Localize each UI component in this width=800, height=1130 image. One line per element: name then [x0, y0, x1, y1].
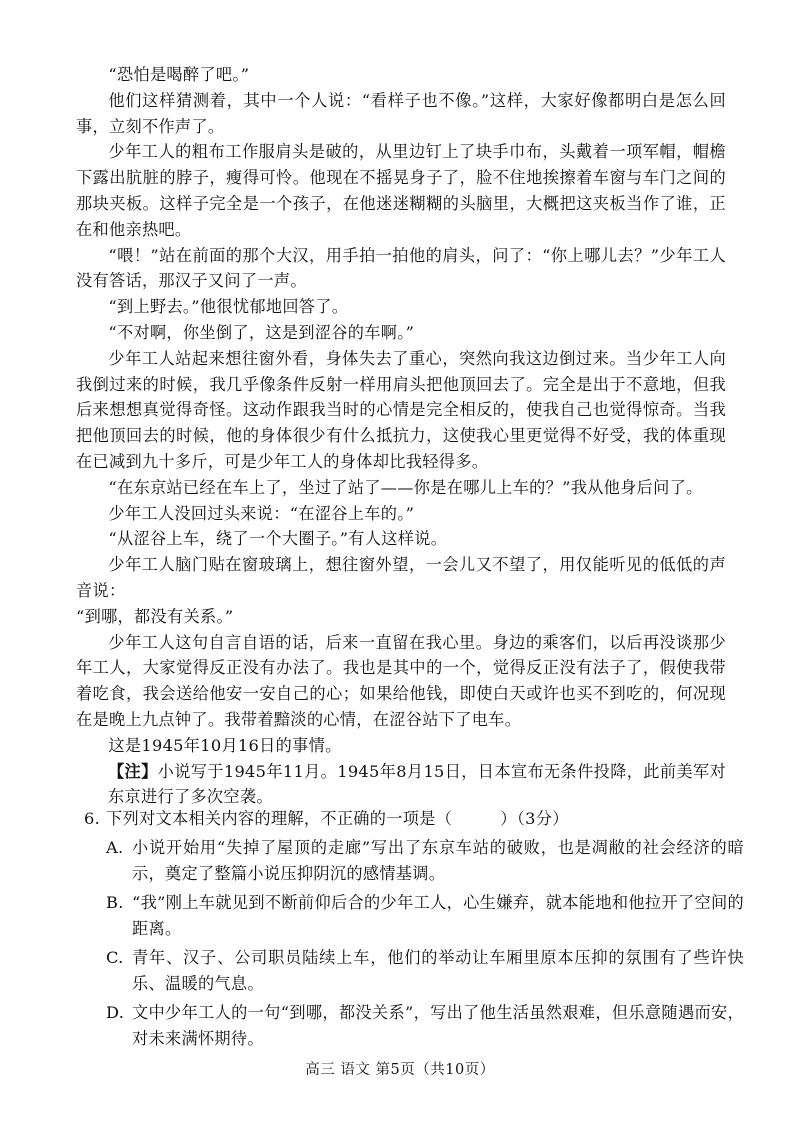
story-passage [76, 62, 726, 810]
option-letter: D. [106, 1003, 125, 1022]
paragraph-4: “喂！”站在前面的那个大汉，用手拍一拍他的肩头，问了：“你上哪儿去？”少年工人没有答话，那汉子又问了一声。 [76, 245, 726, 291]
note-tag: 【注】 [108, 761, 158, 781]
paragraph-13: 少年工人这句自言自语的话，后来一直留在我心里。身边的乘客们，以后再没谈那少年工人，大家觉得反正没有办法了。我也是其中的一个，觉得反正没有法子了，假使我带着吃食，我会送给他安一安自己的心；如果给他钱，即使白天或许也买不到吃的，何况现在是晚上九点钟了。我带着黯淡的心情，在涩谷站下了电车。 [76, 632, 726, 729]
stem-text-a: 下列对文本相关内容的理解，不正确的一项是（ [106, 809, 453, 828]
option-text: 文中少年工人的一句“到哪，都没关系”，写出了他生活虽然艰难，但乐意随遇而安，对未来满怀期待。 [132, 1003, 744, 1048]
page-footer: 高三 语文 第5页（共10页） [305, 1062, 495, 1078]
option-letter: C. [106, 948, 124, 967]
paragraph-9: 少年工人没回过头来说：“在涩谷上车的。” [108, 503, 415, 523]
option-text: 青年、汉子、公司职员陆续上车，他们的举动让车厢里原本压抑的氛围有了些许快乐、温暖的气息。 [132, 948, 744, 993]
paragraph-12: “到哪，都没有关系。” [76, 606, 234, 626]
option-letter: A. [106, 838, 124, 857]
paragraph-2: 他们这样猜测着，其中一个人说：“看样子也不像。”这样，大家好像都明白是怎么回事，立刻不作声了。 [76, 90, 726, 136]
paragraph-7: 少年工人站起来想往窗外看，身体失去了重心，突然向我这边倒过来。当少年工人向我倒过来的时候，我几乎像条件反射一样用肩头把他顶回去了。完全是出于不意地，但我后来想想真觉得奇怪。这动作跟我当时的心情是完全相反的，使我自己也觉得惊奇。当我把他顶回去的时候，他的身体很少有什么抵抗力，这使我心里更觉得不好受，我的体重现在已减到九十多斤，可是少年工人的身体却比我轻得多。 [76, 348, 726, 471]
paragraph-11: 少年工人脑门贴在窗玻璃上，想往窗外望，一会儿又不望了，用仅能听见的低低的声音说： [76, 555, 726, 600]
option-c[interactable] [84, 945, 744, 997]
paragraph-5: “到上野去。”他很忧郁地回答了。 [108, 297, 349, 317]
paragraph-3: 少年工人的粗布工作服肩头是破的，从里边钉上了块手巾布，头戴着一项军帽，帽檐下露出肮脏的脖子，瘦得可怜。他现在不摇晃身子了，脸不住地挨擦着车窗与车门之间的那块夹板。这样子完全是一个孩子，在他迷迷糊糊的头脑里，大概把这夹板当作了谁，正在和他亲热吧。 [76, 142, 726, 239]
option-text: 小说开始用“失掉了屋顶的走廊”写出了东京车站的破败，也是凋敝的社会经济的暗示，奠定了整篇小说压抑阴沉的感情基调。 [132, 838, 744, 883]
option-b[interactable] [84, 890, 744, 942]
stem-text-b: ）（3分） [500, 809, 569, 828]
option-d[interactable] [84, 1000, 744, 1052]
paragraph-8: “在东京站已经在车上了，坐过了站了——你是在哪儿上车的？”我从他身后问了。 [108, 477, 703, 497]
question-6 [84, 806, 744, 1055]
footnote [76, 759, 726, 811]
option-a[interactable] [84, 835, 744, 887]
option-letter: B. [106, 893, 124, 912]
note-text: 小说写于1945年11月。1945年8月15日，日本宣布无条件投降，此前美军对东京进行了多次空袭。 [108, 761, 726, 807]
question-number: 6. [84, 809, 101, 828]
paragraph-6: “不对啊，你坐倒了，这是到涩谷的车啊。” [108, 322, 415, 342]
paragraph-14: 这是1945年10月16日的事情。 [108, 735, 342, 755]
option-text: “我”刚上车就见到不断前仰后合的少年工人，心生嫌弃，就本能地和他拉开了空间的距离。 [132, 893, 744, 938]
question-stem [84, 806, 744, 832]
paragraph-10: “从涩谷上车，绕了一个大圈子。”有人这样说。 [108, 529, 448, 549]
paragraph-1: “恐怕是喝醉了吧。” [108, 65, 250, 84]
